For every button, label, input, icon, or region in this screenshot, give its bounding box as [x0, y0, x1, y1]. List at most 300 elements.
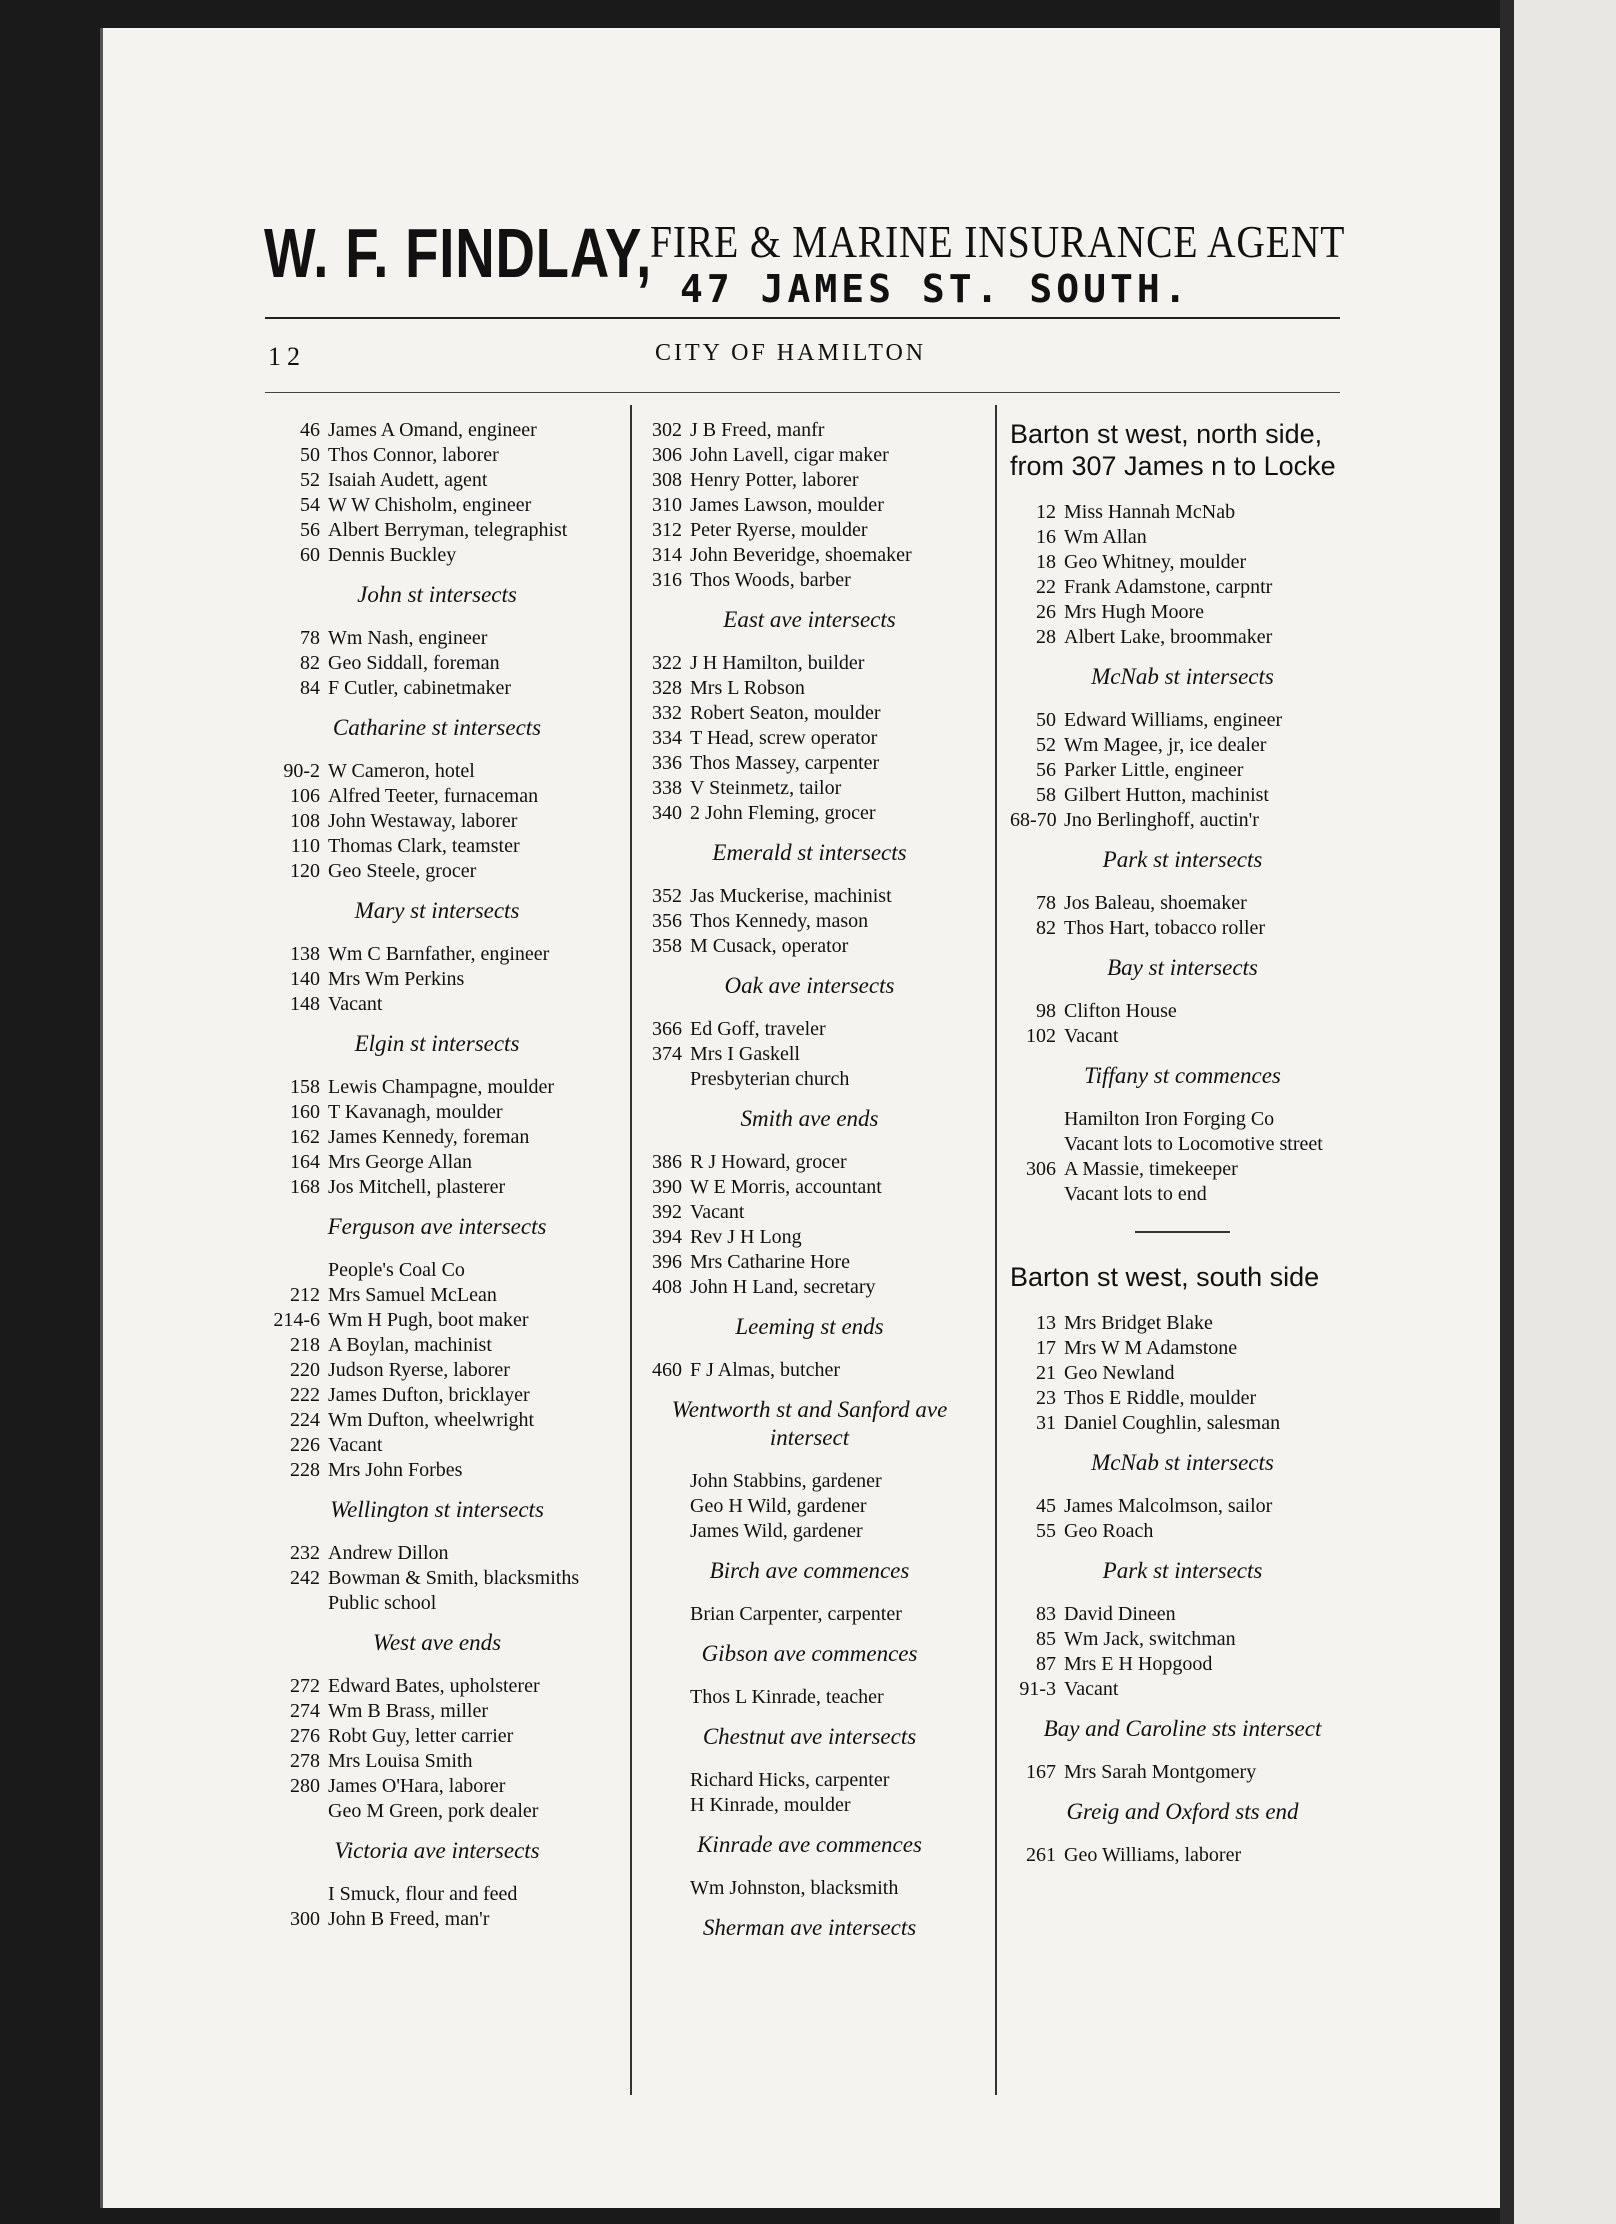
directory-entry — [632, 1768, 987, 1793]
resident-name: Geo H Wild, gardener — [690, 1495, 867, 1517]
resident-name: Thos Connor, laborer — [328, 444, 499, 466]
directory-entry — [262, 418, 612, 443]
directory-entry — [262, 1541, 612, 1566]
house-number: 60 — [300, 544, 320, 566]
house-number — [632, 1602, 690, 1627]
resident-name: Geo M Green, pork dealer — [328, 1800, 539, 1822]
directory-entry — [632, 568, 987, 593]
directory-entry — [632, 651, 987, 676]
directory-entry — [1010, 1652, 1355, 1677]
directory-entry — [632, 1175, 987, 1200]
house-number: 334 — [652, 727, 682, 749]
resident-name: Public school — [328, 1592, 437, 1614]
resident-name: 2 John Fleming, grocer — [690, 802, 876, 824]
directory-entry — [262, 1283, 612, 1308]
house-number: 306 — [652, 444, 682, 466]
directory-column-2 — [632, 418, 987, 1959]
resident-name: Wm Magee, jr, ice dealer — [1064, 734, 1267, 756]
directory-entry — [262, 1258, 612, 1283]
resident-name: Wm Allan — [1064, 526, 1147, 548]
resident-name: Mrs Louisa Smith — [328, 1750, 473, 1772]
house-number: 84 — [300, 677, 320, 699]
directory-entry — [632, 1876, 987, 1901]
cross-street-heading: Wentworth st and Sanford ave intersect — [671, 1397, 948, 1450]
directory-entry — [632, 726, 987, 751]
resident-name: Vacant lots to end — [1064, 1183, 1207, 1205]
directory-entry — [1010, 1627, 1355, 1652]
directory-entry — [1010, 808, 1355, 833]
cross-street-heading: Smith ave ends — [740, 1106, 879, 1131]
house-number: 46 — [300, 419, 320, 441]
cross-street-heading: Leeming st ends — [735, 1314, 884, 1339]
resident-name: T Head, screw operator — [690, 727, 878, 749]
resident-name: James Wild, gardener — [690, 1520, 863, 1542]
resident-name: W W Chisholm, engineer — [328, 494, 532, 516]
house-number: 224 — [290, 1409, 320, 1431]
house-number: 17 — [1036, 1337, 1056, 1359]
directory-entry — [262, 1882, 612, 1907]
directory-entry — [632, 1017, 987, 1042]
resident-name: Thos L Kinrade, teacher — [690, 1686, 884, 1708]
directory-entry — [262, 518, 612, 543]
resident-name: Albert Berryman, telegraphist — [328, 519, 568, 541]
directory-entry — [262, 1333, 612, 1358]
house-number: 55 — [1036, 1520, 1056, 1542]
house-number: 21 — [1036, 1362, 1056, 1384]
house-number: 45 — [1036, 1495, 1056, 1517]
section-rule — [1135, 1231, 1230, 1233]
house-number: 85 — [1036, 1628, 1056, 1650]
house-number: 138 — [290, 943, 320, 965]
house-number: 110 — [290, 835, 320, 857]
house-number: 164 — [290, 1151, 320, 1173]
resident-name: Vacant — [690, 1201, 745, 1223]
directory-entry — [1010, 1107, 1355, 1132]
house-number: 328 — [652, 677, 682, 699]
directory-entry — [262, 1566, 612, 1591]
house-number: 82 — [300, 652, 320, 674]
directory-entry — [1010, 1336, 1355, 1361]
resident-name: Robt Guy, letter carrier — [328, 1725, 514, 1747]
cross-street-heading: Emerald st intersects — [712, 840, 907, 865]
house-number: 78 — [300, 627, 320, 649]
resident-name: Mrs George Allan — [328, 1151, 473, 1173]
house-number: 220 — [290, 1359, 320, 1381]
resident-name: A Boylan, machinist — [328, 1334, 492, 1356]
house-number: 218 — [290, 1334, 320, 1356]
directory-column-1 — [262, 418, 612, 1932]
resident-name: R J Howard, grocer — [690, 1151, 847, 1173]
house-number — [1010, 1132, 1064, 1157]
cross-street-heading: Victoria ave intersects — [334, 1838, 540, 1863]
cross-street-heading: Park st intersects — [1102, 847, 1263, 872]
resident-name: Wm Nash, engineer — [328, 627, 488, 649]
house-number: 26 — [1036, 601, 1056, 623]
house-number — [262, 1591, 328, 1616]
house-number: 50 — [300, 444, 320, 466]
house-number: 340 — [652, 802, 682, 824]
resident-name: James A Omand, engineer — [328, 419, 537, 441]
resident-name: V Steinmetz, tailor — [690, 777, 842, 799]
house-number: 148 — [290, 993, 320, 1015]
house-number: 386 — [652, 1151, 682, 1173]
directory-entry — [632, 443, 987, 468]
directory-entry — [632, 934, 987, 959]
directory-entry — [262, 1774, 612, 1799]
resident-name: Frank Adamstone, carpntr — [1064, 576, 1273, 598]
resident-name: Mrs L Robson — [690, 677, 805, 699]
cross-street-heading: Kinrade ave commences — [697, 1832, 922, 1857]
house-number: 98 — [1036, 1000, 1056, 1022]
resident-name: M Cusack, operator — [690, 935, 849, 957]
resident-name: Robert Seaton, moulder — [690, 702, 881, 724]
directory-entry — [262, 493, 612, 518]
resident-name: Presbyterian church — [690, 1068, 850, 1090]
cross-street-heading: Bay st intersects — [1107, 955, 1258, 980]
house-number: 52 — [300, 469, 320, 491]
directory-entry — [262, 651, 612, 676]
resident-name: Richard Hicks, carpenter — [690, 1769, 890, 1791]
running-head-rule — [265, 392, 1340, 393]
directory-entry — [262, 443, 612, 468]
resident-name: Jos Mitchell, plasterer — [328, 1176, 506, 1198]
resident-name: Mrs Sarah Montgomery — [1064, 1761, 1257, 1783]
directory-entry — [632, 468, 987, 493]
resident-name: Jos Baleau, shoemaker — [1064, 892, 1247, 914]
house-number: 460 — [652, 1359, 682, 1381]
directory-entry — [262, 676, 612, 701]
directory-entry — [632, 518, 987, 543]
house-number — [1010, 1107, 1064, 1132]
resident-name: Brian Carpenter, carpenter — [690, 1603, 902, 1625]
directory-entry — [632, 801, 987, 826]
resident-name: John Lavell, cigar maker — [690, 444, 889, 466]
house-number: 228 — [290, 1459, 320, 1481]
house-number: 396 — [652, 1251, 682, 1273]
house-number — [632, 1793, 690, 1818]
directory-entry — [632, 1685, 987, 1710]
house-number: 338 — [652, 777, 682, 799]
directory-entry — [262, 942, 612, 967]
directory-entry — [262, 1699, 612, 1724]
directory-entry — [632, 1067, 987, 1092]
cross-street-heading: Birch ave commences — [709, 1558, 910, 1583]
directory-entry — [632, 1358, 987, 1383]
directory-entry — [1010, 1157, 1355, 1182]
resident-name: James O'Hara, laborer — [328, 1775, 506, 1797]
resident-name: Clifton House — [1064, 1000, 1177, 1022]
agent-name: W. F. FINDLAY, — [264, 214, 653, 292]
house-number: 276 — [290, 1725, 320, 1747]
resident-name: Thos Hart, tobacco roller — [1064, 917, 1266, 939]
resident-name: H Kinrade, moulder — [690, 1794, 851, 1816]
house-number: 390 — [652, 1176, 682, 1198]
cross-street-heading: Gibson ave commences — [701, 1641, 918, 1666]
house-number: 302 — [652, 419, 682, 441]
running-head: CITY OF HAMILTON — [655, 340, 927, 366]
resident-name: David Dineen — [1064, 1603, 1176, 1625]
resident-name: Wm Jack, switchman — [1064, 1628, 1236, 1650]
house-number: 394 — [652, 1226, 682, 1248]
directory-entry — [632, 1250, 987, 1275]
resident-name: Thos E Riddle, moulder — [1064, 1387, 1257, 1409]
resident-name: Mrs John Forbes — [328, 1459, 463, 1481]
directory-entry — [632, 1494, 987, 1519]
house-number: 366 — [652, 1018, 682, 1040]
directory-entry — [262, 1724, 612, 1749]
house-number: 316 — [652, 569, 682, 591]
resident-name: John H Land, secretary — [690, 1276, 876, 1298]
directory-entry — [262, 834, 612, 859]
directory-entry — [262, 1308, 612, 1333]
directory-entry — [262, 1075, 612, 1100]
directory-entry — [632, 1225, 987, 1250]
resident-name: Thos Massey, carpenter — [690, 752, 880, 774]
street-heading: Barton st west, north side, from 307 James n to Locke — [1010, 419, 1336, 481]
resident-name: Daniel Coughlin, salesman — [1064, 1412, 1281, 1434]
house-number: 212 — [290, 1284, 320, 1306]
house-number: 310 — [652, 494, 682, 516]
directory-entry — [1010, 1519, 1355, 1544]
advertisement-header — [160, 205, 1360, 320]
resident-name: J B Freed, manfr — [690, 419, 825, 441]
resident-name: Mrs Samuel McLean — [328, 1284, 497, 1306]
house-number: 226 — [290, 1434, 320, 1456]
cross-street-heading: Catharine st intersects — [332, 715, 542, 740]
house-number: 274 — [290, 1700, 320, 1722]
house-number: 18 — [1036, 551, 1056, 573]
resident-name: Mrs Wm Perkins — [328, 968, 465, 990]
directory-entry — [1010, 783, 1355, 808]
house-number: 160 — [290, 1101, 320, 1123]
directory-entry — [262, 1408, 612, 1433]
directory-entry — [632, 418, 987, 443]
resident-name: John Stabbins, gardener — [690, 1470, 882, 1492]
resident-name: Gilbert Hutton, machinist — [1064, 784, 1269, 806]
resident-name: James Lawson, moulder — [690, 494, 884, 516]
house-number — [632, 1519, 690, 1544]
directory-entry — [1010, 733, 1355, 758]
directory-entry — [1010, 1386, 1355, 1411]
directory-entry — [632, 1150, 987, 1175]
directory-entry — [262, 1383, 612, 1408]
resident-name: Judson Ryerse, laborer — [328, 1359, 510, 1381]
directory-entry — [262, 759, 612, 784]
resident-name: Thos Woods, barber — [690, 569, 851, 591]
house-number: 308 — [652, 469, 682, 491]
house-number: 50 — [1036, 709, 1056, 731]
directory-entry — [262, 1100, 612, 1125]
house-number: 232 — [290, 1542, 320, 1564]
cross-street-heading: Sherman ave intersects — [702, 1915, 917, 1940]
directory-entry — [1010, 708, 1355, 733]
resident-name: Isaiah Audett, agent — [328, 469, 488, 491]
house-number: 140 — [290, 968, 320, 990]
directory-entry — [1010, 1677, 1355, 1702]
resident-name: Mrs Hugh Moore — [1064, 601, 1204, 623]
directory-entry — [632, 493, 987, 518]
cross-street-heading: Bay and Caroline sts intersect — [1043, 1716, 1322, 1741]
house-number: 261 — [1026, 1844, 1056, 1866]
directory-entry — [262, 1907, 612, 1932]
directory-entry — [1010, 575, 1355, 600]
house-number: 408 — [652, 1276, 682, 1298]
resident-name: Dennis Buckley — [328, 544, 457, 566]
cross-street-heading: Chestnut ave intersects — [702, 1724, 917, 1749]
directory-entry — [1010, 625, 1355, 650]
house-number: 168 — [290, 1176, 320, 1198]
cross-street-heading: West ave ends — [372, 1630, 502, 1655]
house-number: 23 — [1036, 1387, 1056, 1409]
house-number: 108 — [290, 810, 320, 832]
house-number: 90-2 — [283, 760, 320, 782]
house-number: 162 — [290, 1126, 320, 1148]
resident-name: Jas Muckerise, machinist — [690, 885, 892, 907]
house-number: 56 — [1036, 759, 1056, 781]
resident-name: Andrew Dillon — [328, 1542, 449, 1564]
resident-name: Mrs I Gaskell — [690, 1043, 800, 1065]
directory-entry — [632, 701, 987, 726]
directory-entry — [262, 967, 612, 992]
directory-entry — [262, 1749, 612, 1774]
directory-entry — [1010, 999, 1355, 1024]
resident-name: Thos Kennedy, mason — [690, 910, 869, 932]
resident-name: Bowman & Smith, blacksmiths — [328, 1567, 580, 1589]
resident-name: Lewis Champagne, moulder — [328, 1076, 555, 1098]
resident-name: A Massie, timekeeper — [1064, 1158, 1238, 1180]
house-number: 31 — [1036, 1412, 1056, 1434]
directory-entry — [262, 809, 612, 834]
cross-street-heading: Park st intersects — [1102, 1558, 1263, 1583]
directory-entry — [262, 1358, 612, 1383]
resident-name: Vacant — [1064, 1025, 1119, 1047]
directory-entry — [1010, 758, 1355, 783]
resident-name: Thomas Clark, teamster — [328, 835, 520, 857]
resident-name: Albert Lake, broommaker — [1064, 626, 1273, 648]
house-number: 16 — [1036, 526, 1056, 548]
directory-entry — [632, 909, 987, 934]
house-number — [632, 1469, 690, 1494]
directory-entry — [1010, 1411, 1355, 1436]
directory-entry — [632, 1200, 987, 1225]
resident-name: Rev J H Long — [690, 1226, 802, 1248]
directory-entry — [632, 676, 987, 701]
directory-column-3 — [1010, 418, 1355, 1868]
resident-name: James Kennedy, foreman — [328, 1126, 530, 1148]
directory-entry — [262, 626, 612, 651]
house-number: 106 — [290, 785, 320, 807]
resident-name: Geo Steele, grocer — [328, 860, 477, 882]
resident-name: Alfred Teeter, furnaceman — [328, 785, 539, 807]
house-number: 102 — [1026, 1025, 1056, 1047]
directory-entry — [632, 1602, 987, 1627]
house-number: 222 — [290, 1384, 320, 1406]
directory-entry — [1010, 550, 1355, 575]
resident-name: Geo Roach — [1064, 1520, 1154, 1542]
resident-name: Edward Williams, engineer — [1064, 709, 1283, 731]
resident-name: J H Hamilton, builder — [690, 652, 865, 674]
house-number: 314 — [652, 544, 682, 566]
cross-street-heading: McNab st intersects — [1091, 664, 1274, 689]
directory-entry — [1010, 891, 1355, 916]
house-number — [632, 1685, 690, 1710]
resident-name: Jno Berlinghoff, auctin'r — [1064, 809, 1259, 831]
house-number: 58 — [1036, 784, 1056, 806]
directory-entry — [262, 1175, 612, 1200]
house-number: 306 — [1026, 1158, 1056, 1180]
directory-entry — [1010, 1024, 1355, 1049]
resident-name: People's Coal Co — [328, 1259, 465, 1281]
resident-name: Geo Whitney, moulder — [1064, 551, 1247, 573]
house-number: 52 — [1036, 734, 1056, 756]
resident-name: Mrs Catharine Hore — [690, 1251, 850, 1273]
resident-name: W E Morris, accountant — [690, 1176, 882, 1198]
agent-business: FIRE & MARINE INSURANCE AGENT — [650, 216, 1346, 267]
resident-name: W Cameron, hotel — [328, 760, 475, 782]
house-number — [262, 1882, 328, 1907]
directory-entry — [1010, 1361, 1355, 1386]
directory-entry — [262, 784, 612, 809]
house-number: 22 — [1036, 576, 1056, 598]
resident-name: Wm Johnston, blacksmith — [690, 1877, 899, 1899]
page-number: 12 — [268, 342, 306, 371]
resident-name: Mrs E H Hopgood — [1064, 1653, 1213, 1675]
resident-name: Peter Ryerse, moulder — [690, 519, 868, 541]
directory-entry — [262, 1674, 612, 1699]
resident-name: Ed Goff, traveler — [690, 1018, 826, 1040]
house-number — [632, 1494, 690, 1519]
directory-entry — [632, 1793, 987, 1818]
directory-entry — [1010, 1760, 1355, 1785]
column-divider — [995, 405, 997, 2095]
directory-entry — [1010, 1494, 1355, 1519]
resident-name: F Cutler, cabinetmaker — [328, 677, 512, 699]
house-number — [262, 1258, 328, 1283]
cross-street-heading: Oak ave intersects — [724, 973, 895, 998]
resident-name: T Kavanagh, moulder — [328, 1101, 503, 1123]
house-number: 68-70 — [1010, 809, 1057, 831]
resident-name: Edward Bates, upholsterer — [328, 1675, 540, 1697]
directory-entry — [262, 468, 612, 493]
directory-entry — [1010, 1182, 1355, 1207]
cross-street-heading: McNab st intersects — [1091, 1450, 1274, 1475]
house-number: 87 — [1036, 1653, 1056, 1675]
house-number: 280 — [290, 1775, 320, 1797]
house-number — [1010, 1182, 1064, 1207]
resident-name: James Dufton, bricklayer — [328, 1384, 530, 1406]
house-number — [632, 1768, 690, 1793]
cross-street-heading: Greig and Oxford sts end — [1066, 1799, 1299, 1824]
cross-street-heading: East ave intersects — [723, 607, 896, 632]
directory-entry — [262, 992, 612, 1017]
resident-name: Wm H Pugh, boot maker — [328, 1309, 529, 1331]
cross-street-heading: Elgin st intersects — [354, 1031, 520, 1056]
house-number: 78 — [1036, 892, 1056, 914]
directory-entry — [262, 543, 612, 568]
house-number: 300 — [290, 1908, 320, 1930]
house-number: 54 — [300, 494, 320, 516]
directory-entry — [1010, 600, 1355, 625]
directory-entry — [632, 884, 987, 909]
resident-name: Hamilton Iron Forging Co — [1064, 1108, 1275, 1130]
directory-entry — [632, 1275, 987, 1300]
cross-street-heading: Wellington st intersects — [330, 1497, 544, 1522]
street-heading: Barton st west, south side — [1010, 1262, 1320, 1292]
resident-name: Wm Dufton, wheelwright — [328, 1409, 535, 1431]
house-number: 91-3 — [1019, 1678, 1056, 1700]
directory-entry — [262, 1799, 612, 1824]
house-number: 12 — [1036, 501, 1056, 523]
